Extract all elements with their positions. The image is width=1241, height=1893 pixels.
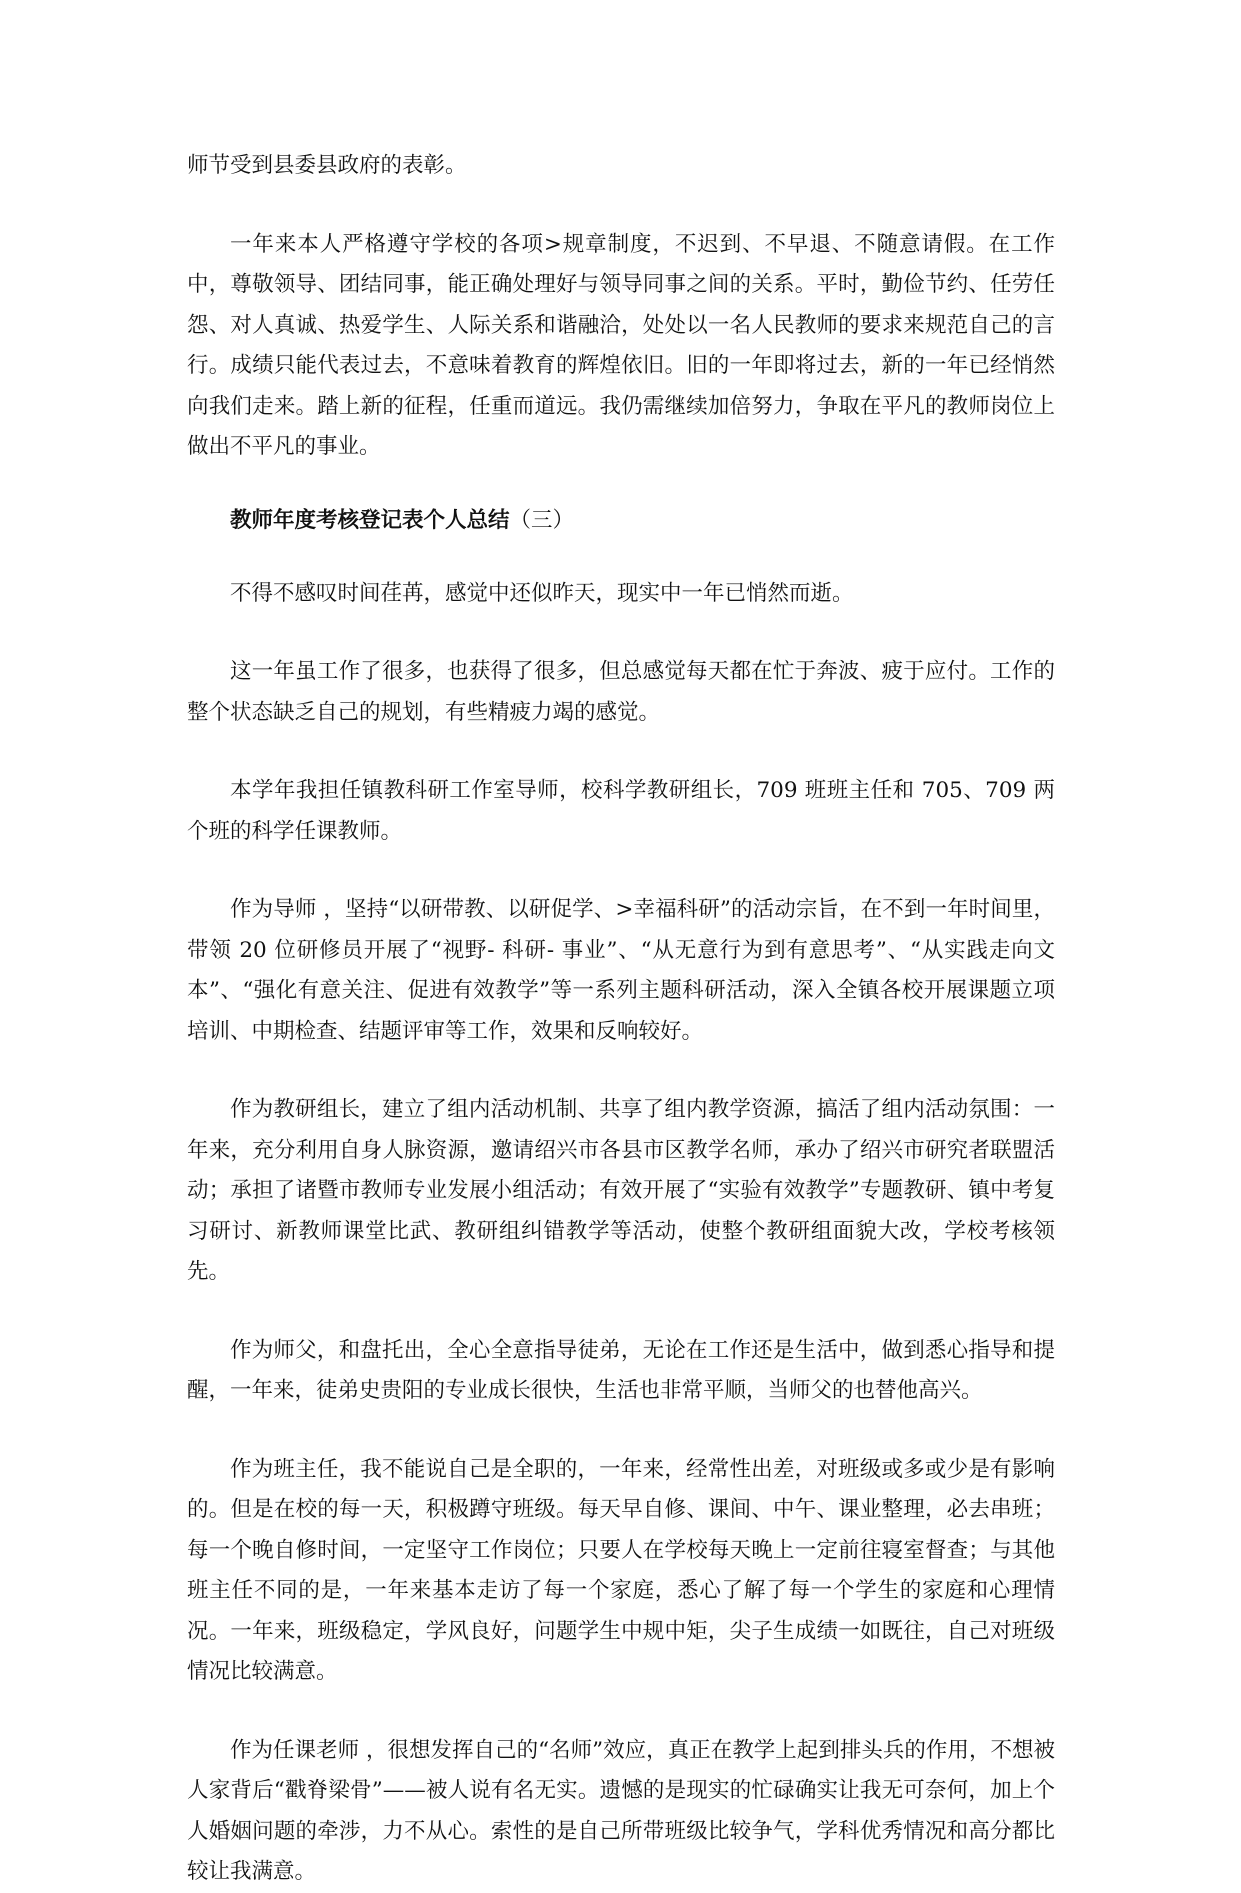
paragraph-discipline: 一年来本人严格遵守学校的各项>规章制度，不迟到、不早退、不随意请假。在工作中，尊敬领导、团结同事，能正确处理好与领导同事之间的关系。平时，勤俭节约、任劳任怨、对人真诚、热爱学生、人际关系和谐融洽，处处以一名人民教师的要求来规范自己的言行。成绩只能代表过去，不意味着教育的辉煌依旧。旧的一年即将过去，新的一年已经悄然向我们走来。踏上新的征程，任重而道远。我仍需继续加倍努力，争取在平凡的教师岗位上做出不平凡的事业。	[187, 231, 1055, 459]
paragraph-research-group: 作为教研组长，建立了组内活动机制、共享了组内教学资源，搞活了组内活动氛围：一年来，充分利用自身人脉资源，邀请绍兴市各县市区教学名师，承办了绍兴市研究者联盟活动；承担了诸暨市教师专业发展小组活动；有效开展了“实验有效教学”专题教研、镇中考复习研讨、新教师课堂比武、教研组纠错教学等活动，使整个教研组面貌大改，学校考核领先。	[187, 1097, 1055, 1284]
paragraph-time-passing: 不得不感叹时间荏苒，感觉中还似昨天，现实中一年已悄然而逝。	[230, 580, 854, 606]
document-page	[187, 146, 1055, 1893]
paragraph-subject-teacher: 作为任课老师 ，很想发挥自己的“名师”效应，真正在教学上起到排头兵的作用，不想被人家背后“戳脊梁骨”——被人说有名无实。遗憾的是现实的忙碌确实让我无可奈何，加上个人婚姻问题的牵涉，力不从心。索性的是自己所带班级比较争气，学科优秀情况和高分都比较让我满意。	[187, 1737, 1055, 1884]
paragraph-year-overview: 这一年虽工作了很多，也获得了很多，但总感觉每天都在忙于奔波、疲于应付。工作的整个状态缺乏自己的规划，有些精疲力竭的感觉。	[187, 659, 1055, 725]
paragraph-roles: 本学年我担任镇教科研工作室导师，校科学教研组长，709 班班主任和 705、709 两个班的科学任课教师。	[187, 778, 1055, 844]
section-heading-title: 教师年度考核登记表个人总结	[230, 507, 510, 533]
section-heading-number: （三）	[509, 507, 575, 533]
paragraph-master: 作为师父，和盘托出，全心全意指导徒弟，无论在工作还是生活中，做到悉心指导和提醒，一年来，徒弟史贵阳的专业成长很快，生活也非常平顺，当师父的也替他高兴。	[187, 1337, 1055, 1403]
paragraph-continuation: 师节受到县委县政府的表彰。	[187, 153, 467, 178]
paragraph-mentor: 作为导师 ，坚持“以研带教、以研促学、>幸福科研”的活动宗旨，在不到一年时间里，带领 20 位研修员开展了“视野- 科研- 事业”、“从无意行为到有意思考”、“从实践走向文本”、“强化有意关注、促进有效教学”等一系列主题科研活动，深入全镇各校开展课题立项培训、中期检查、结题评审等工作，效果和反响较好。	[187, 897, 1055, 1044]
section-heading	[187, 501, 1055, 541]
paragraph-class-teacher: 作为班主任，我不能说自己是全职的，一年来，经常性出差，对班级或多或少是有影响的。但是在校的每一天，积极蹲守班级。每天早自修、课间、中午、课业整理，必去串班；每一个晚自修时间，一定坚守工作岗位；只要人在学校每天晚上一定前往寝室督查；与其他班主任不同的是，一年来基本走访了每一个家庭，悉心了解了每一个学生的家庭和心理情况。一年来，班级稳定，学风良好，问题学生中规中矩，尖子生成绩一如既往，自己对班级情况比较满意。	[187, 1456, 1055, 1684]
